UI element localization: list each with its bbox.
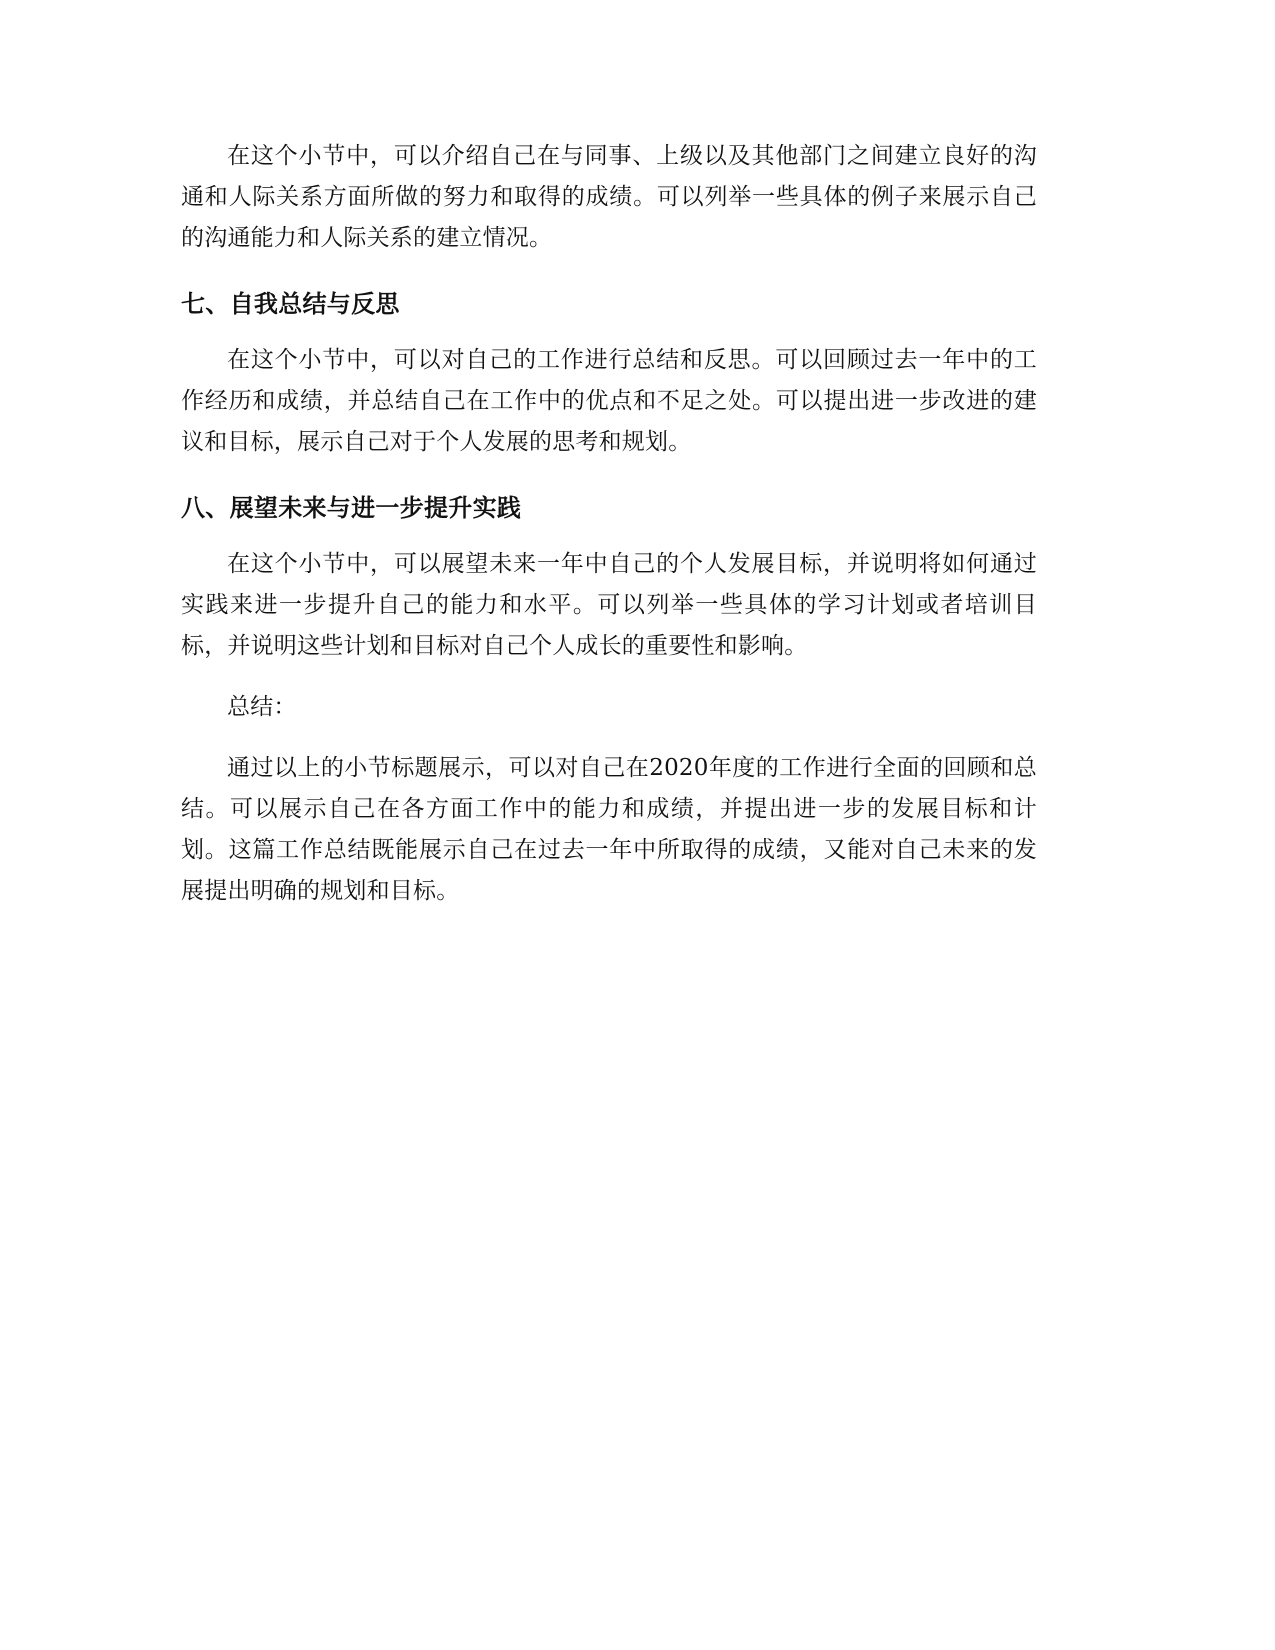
section-heading-future-outlook: 八、展望未来与进一步提升实践 [181, 494, 522, 522]
paragraph-communication: 在这个小节中，可以介绍自己在与同事、上级以及其他部门之间建立良好的沟通和人际关系方面所做的努力和取得的成绩。可以列举一些具体的例子来展示自己的沟通能力和人际关系的建立情况。 [181, 143, 1037, 251]
paragraph-self-summary: 在这个小节中，可以对自己的工作进行总结和反思。可以回顾过去一年中的工作经历和成绩，并总结自己在工作中的优点和不足之处。可以提出进一步改进的建议和目标，展示自己对于个人发展的思考和规划。 [181, 347, 1037, 455]
section-heading-self-summary: 七、自我总结与反思 [181, 290, 400, 318]
summary-paragraph: 通过以上的小节标题展示，可以对自己在2020年度的工作进行全面的回顾和总结。可以展示自己在各方面工作中的能力和成绩，并提出进一步的发展目标和计划。这篇工作总结既能展示自己在过去一年中所取得的成绩，又能对自己未来的发展提出明确的规划和目标。 [181, 755, 1037, 904]
document-body [181, 136, 1037, 912]
paragraph-future-outlook: 在这个小节中，可以展望未来一年中自己的个人发展目标，并说明将如何通过实践来进一步提升自己的能力和水平。可以列举一些具体的学习计划或者培训目标，并说明这些计划和目标对自己个人成长的重要性和影响。 [181, 551, 1037, 659]
summary-label: 总结： [227, 694, 297, 720]
